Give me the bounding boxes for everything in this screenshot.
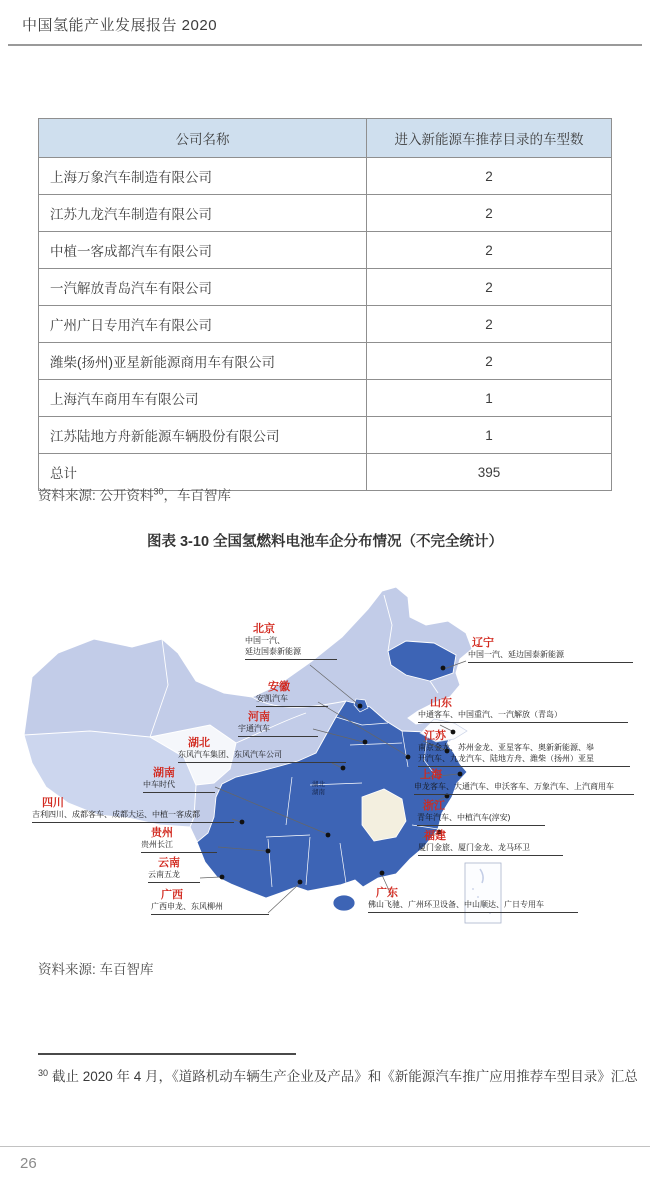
map-label-hubei [178,737,346,763]
company-name-cell: 潍柴(扬州)亚星新能源商用车有限公司 [39,343,367,380]
table-header-cell: 进入新能源车推荐目录的车型数 [367,119,612,158]
company-list: 厦门金旅、厦门金龙、龙马环卫 [418,843,563,856]
company-list: 中国一汽、 延边国泰新能源 [245,636,337,660]
province-name: 福建 [424,830,446,842]
table-row [39,343,612,380]
map-label-yunnan [148,857,200,883]
map-label-jiangsu [418,730,630,767]
map-label-henan [238,711,318,737]
company-name-cell: 上海万象汽车制造有限公司 [39,158,367,195]
company-list: 东风汽车集团、东风汽车公司 [178,750,346,763]
province-name: 湖北 [188,737,210,749]
table-header-cell: 公司名称 [39,119,367,158]
map-source: 资料来源: 车百智库 [38,962,154,977]
model-count-cell: 2 [367,158,612,195]
company-list: 云南五龙 [148,870,200,883]
company-list: 广西申龙、东风柳州 [151,902,269,915]
province-name: 辽宁 [472,637,494,649]
model-count-cell: 2 [367,232,612,269]
table-head [39,119,612,158]
company-name-cell: 中植一客成都汽车有限公司 [39,232,367,269]
companies-table [38,118,612,491]
model-count-cell: 1 [367,380,612,417]
table-row [39,380,612,417]
model-count-cell: 2 [367,306,612,343]
model-count-cell: 395 [367,454,612,491]
map-label-guangxi [151,889,269,915]
footer-divider [0,1146,650,1147]
province-name: 河南 [248,711,270,723]
map-label-beijing [245,623,337,660]
model-count-cell: 2 [367,195,612,232]
company-list: 贵州长江 [141,840,217,853]
table-row [39,306,612,343]
table-header-row [39,119,612,158]
company-list: 佛山飞驰、广州环卫设备、中山顺达、广日专用车 [368,900,578,913]
map-label-guangdong [368,887,578,913]
company-list: 申龙客车、大通汽车、申沃客车、万象汽车、上汽商用车 [414,782,634,795]
company-name-cell: 一汽解放青岛汽车有限公司 [39,269,367,306]
company-name-cell: 江苏九龙汽车制造有限公司 [39,195,367,232]
province-name: 上海 [420,769,442,781]
footnote-text: 截止 2020 年 4 月，《道路机动车辆生产企业及产品》和《新能源汽车推广应用推荐车型目录》汇总 [52,1069,638,1084]
company-list: 中国一汽、延边国泰新能源 [468,650,633,663]
model-count-cell: 1 [367,417,612,454]
company-list: 安凯汽车 [256,694,328,707]
table-body [39,158,612,491]
china-map [10,585,640,935]
map-label-zhejiang [417,800,545,826]
map-label-hunan [143,767,215,793]
province-name: 湖南 [153,767,175,779]
province-name: 广西 [161,889,183,901]
footnote-divider [38,1053,296,1055]
table-row [39,269,612,306]
model-count-cell: 2 [367,269,612,306]
province-name: 浙江 [423,800,445,812]
table-source-superscript: 30 [153,486,164,497]
province-name: 贵州 [151,827,173,839]
company-name-cell: 总计 [39,454,367,491]
footnote [38,1064,638,1090]
map-label-anhui [256,681,328,707]
map-inline-label: 湖北 湖南 [312,781,325,796]
province-name: 北京 [253,623,275,635]
province-name: 山东 [430,697,452,709]
map-label-sichuan [32,797,234,823]
company-list: 青年汽车、中植汽车(淳安) [417,813,545,826]
table-row [39,195,612,232]
map-label-shandong [418,697,628,723]
figure-caption: 图表 3-10 全国氢燃料电池车企分布情况（不完全统计） [146,534,504,550]
map-label-guizhou [141,827,217,853]
company-name-cell: 上海汽车商用车有限公司 [39,380,367,417]
header-divider [8,44,642,46]
table-source [38,484,231,504]
company-name-cell: 江苏陆地方舟新能源车辆股份有限公司 [39,417,367,454]
table-row [39,232,612,269]
page-number: 26 [20,1155,37,1172]
province-name: 安徽 [268,681,290,693]
hainan-island [333,895,355,911]
province-name: 四川 [42,797,64,809]
map-label-liaoning [468,637,633,663]
document-title: 中国氢能产业发展报告 2020 [22,17,218,34]
province-name: 广东 [376,887,398,899]
company-list: 中通客车、中国重汽、一汽解放（青岛） [418,710,628,723]
footnote-marker: 30 [38,1067,49,1078]
company-list: 吉利四川、成都客车、成都大运、中植一客成都 [32,810,234,823]
company-list: 中车时代 [143,780,215,793]
company-name-cell: 广州广日专用汽车有限公司 [39,306,367,343]
model-count-cell: 2 [367,343,612,380]
table-row [39,417,612,454]
company-list: 南京金龙、苏州金龙、亚星客车、奥新新能源、皋 开汽车、九龙汽车、陆地方舟、潍柴（扬州）亚星 [418,743,630,767]
table-source-prefix: 资料来源: 公开资料 [38,488,154,503]
company-list: 宇通汽车 [238,724,318,737]
province-name: 江苏 [424,730,446,742]
table-row [39,158,612,195]
province-name: 云南 [158,857,180,869]
map-label-shanghai [414,769,634,795]
table-source-suffix: ，车百智库 [163,488,232,503]
map-label-fujian [418,830,563,856]
